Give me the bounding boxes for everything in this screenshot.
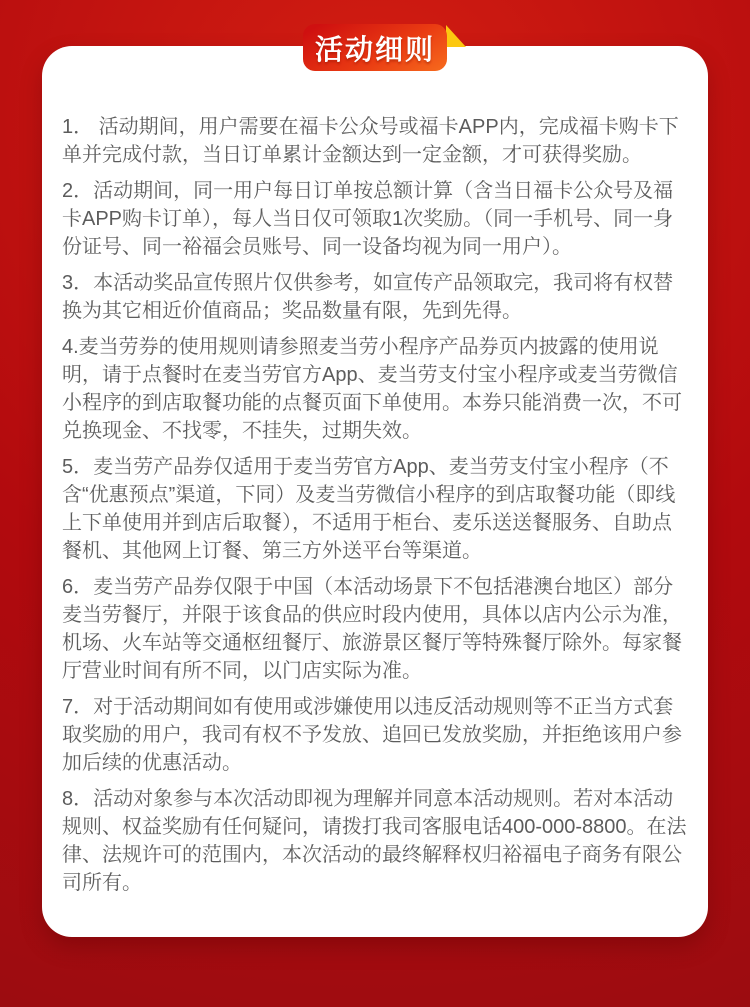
rule-item-2: 2．活动期间，同一用户每日订单按总额计算（含当日福卡公众号及福卡APP购卡订单），每人当日仅可领取1次奖励。（同一手机号、同一身份证号、同一裕福会员账号、同一设备均视为同一用户）。 [62, 180, 674, 258]
section-title-badge [303, 24, 447, 71]
rule-item-8: 8．活动对象参与本次活动即视为理解并同意本活动规则。若对本活动规则、权益奖励有任何疑问，请拨打我司客服电话400-000-8800。在法律、法规许可的范围内，本次活动的最终解释权归裕福电子商务有限公司所有。 [62, 788, 687, 894]
page-title: 活动细则 [314, 33, 435, 65]
rules-card [42, 46, 708, 937]
rule-item-5: 5．麦当劳产品券仅适用于麦当劳官方App、麦当劳支付宝小程序（不含“优惠预点”渠道，下同）及麦当劳微信小程序的到店取餐功能（即线上下单使用并到店后取餐），不适用于柜台、麦乐送送餐服务、自助点餐机、其他网上订餐、第三方外送平台等渠道。 [62, 456, 676, 562]
ribbon-fold-triangle [446, 25, 466, 47]
rule-item-7: 7．对于活动期间如有使用或涉嫌使用以违反活动规则等不正当方式套取奖励的用户，我司有权不予发放、追回已发放奖励，并拒绝该用户参加后续的优惠活动。 [62, 696, 682, 774]
rule-item-1: 1． 活动期间，用户需要在福卡公众号或福卡APP内，完成福卡购卡下单并完成付款，当日订单累计金额达到一定金额，才可获得奖励。 [62, 116, 679, 166]
rule-item-4: 4.麦当劳券的使用规则请参照麦当劳小程序产品券页内披露的使用说明，请于点餐时在麦当劳官方App、麦当劳支付宝小程序或麦当劳微信小程序的到店取餐功能的点餐页面下单使用。本券只能消费一次，不可兑换现金、不找零，不挂失，过期失效。 [62, 336, 682, 442]
rule-item-3: 3．本活动奖品宣传照片仅供参考，如宣传产品领取完，我司将有权替换为其它相近价值商品；奖品数量有限，先到先得。 [62, 272, 674, 322]
rule-item-6: 6．麦当劳产品券仅限于中国（本活动场景下不包括港澳台地区）部分麦当劳餐厅，并限于该食品的供应时段内使用，具体以店内公示为准，机场、火车站等交通枢纽餐厅、旅游景区餐厅等特殊餐厅除外。每家餐厅营业时间有所不同，以门店实际为准。 [62, 576, 682, 682]
